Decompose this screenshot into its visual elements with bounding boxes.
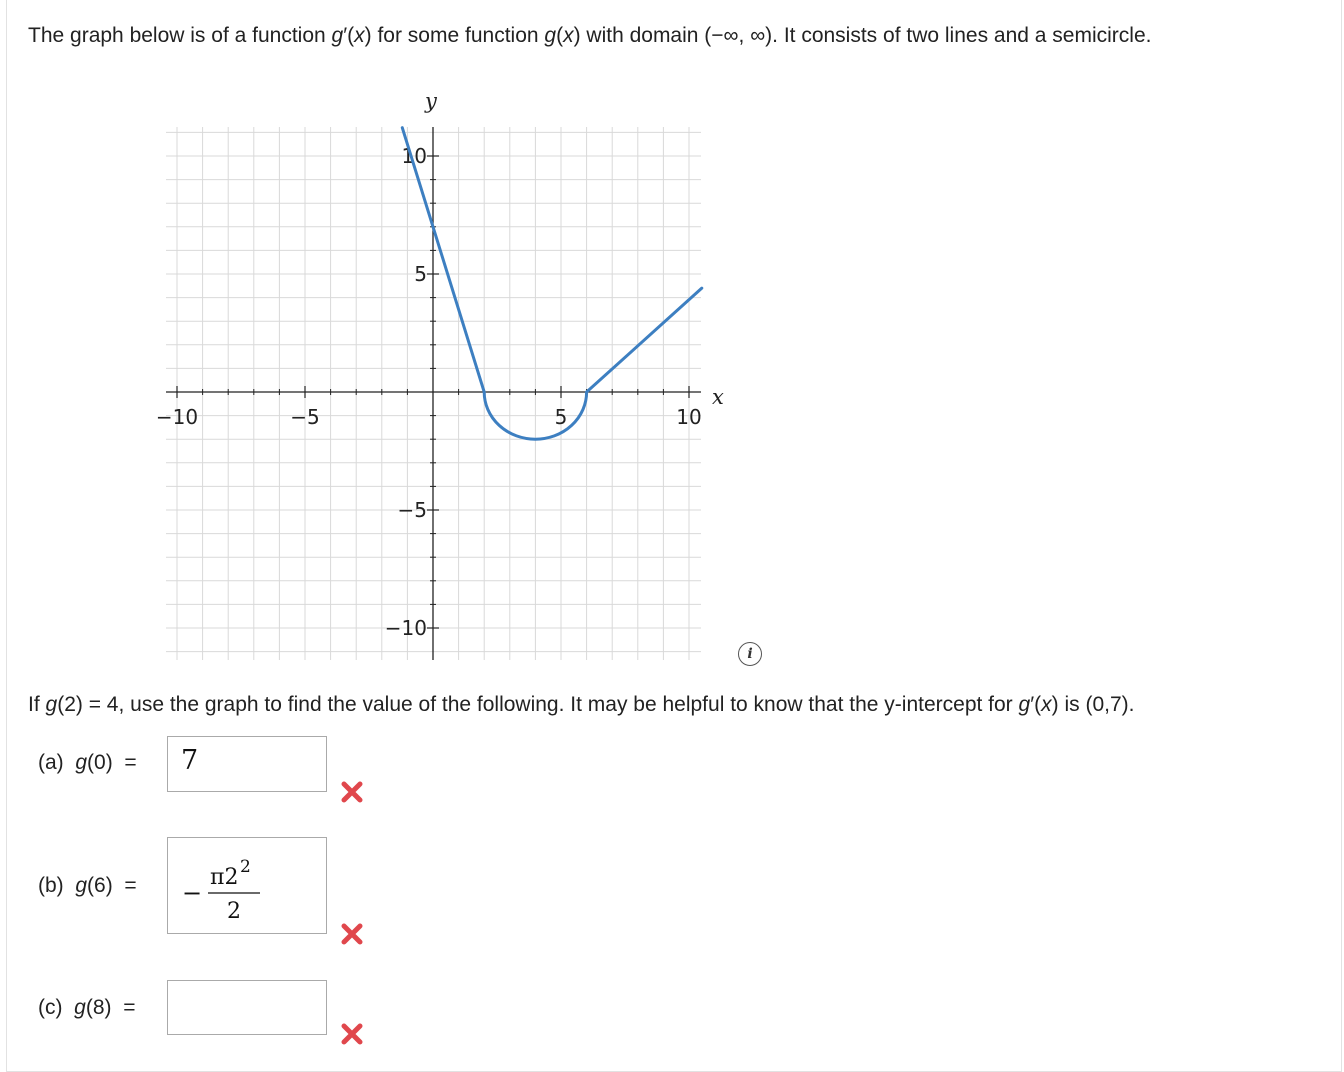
y-axis-label: y — [425, 89, 437, 113]
part-b-answer-fraction — [180, 848, 300, 928]
y-tick-label: −10 — [384, 616, 427, 640]
question-intro: The graph below is of a function g′(x) for some function g(x) with domain (−∞, ∞). It consists of two lines and a semicircle. — [28, 24, 1152, 47]
fraction-exponent: 2 — [240, 857, 251, 877]
x-axis-label: x — [712, 385, 724, 409]
part-c-label: (c) g(8) = — [38, 996, 136, 1019]
y-tick-label: 10 — [401, 144, 427, 168]
fraction-numerator: π2 — [210, 865, 239, 890]
info-icon[interactable]: i — [738, 642, 762, 666]
part-a-answer-input[interactable] — [167, 736, 327, 792]
part-a-answer-value: 7 — [181, 745, 199, 776]
fraction-denominator: 2 — [227, 899, 241, 924]
x-tick-label: −5 — [290, 405, 320, 429]
part-b-wrong-icon — [340, 922, 364, 946]
part-a-wrong-icon — [340, 780, 364, 804]
part-c-wrong-icon — [340, 1022, 364, 1046]
part-b-label: (b) g(6) = — [38, 874, 137, 897]
graph-line-3 — [587, 288, 702, 392]
y-tick-label: −5 — [397, 498, 427, 522]
x-tick-label: 5 — [554, 405, 568, 429]
part-b-answer-input[interactable] — [167, 837, 327, 934]
part-c-answer-input[interactable] — [167, 980, 327, 1035]
x-tick-label: 10 — [676, 405, 702, 429]
y-tick-label: 5 — [414, 262, 427, 286]
graph-line-1 — [402, 128, 484, 392]
part-a-label: (a) g(0) = — [38, 751, 137, 774]
x-tick-label: −10 — [155, 405, 199, 429]
fraction-minus: − — [182, 879, 203, 907]
question-prompt: If g(2) = 4, use the graph to find the value of the following. It may be helpful to know that the y-intercept for g′(x) is (0,7). — [28, 693, 1135, 716]
